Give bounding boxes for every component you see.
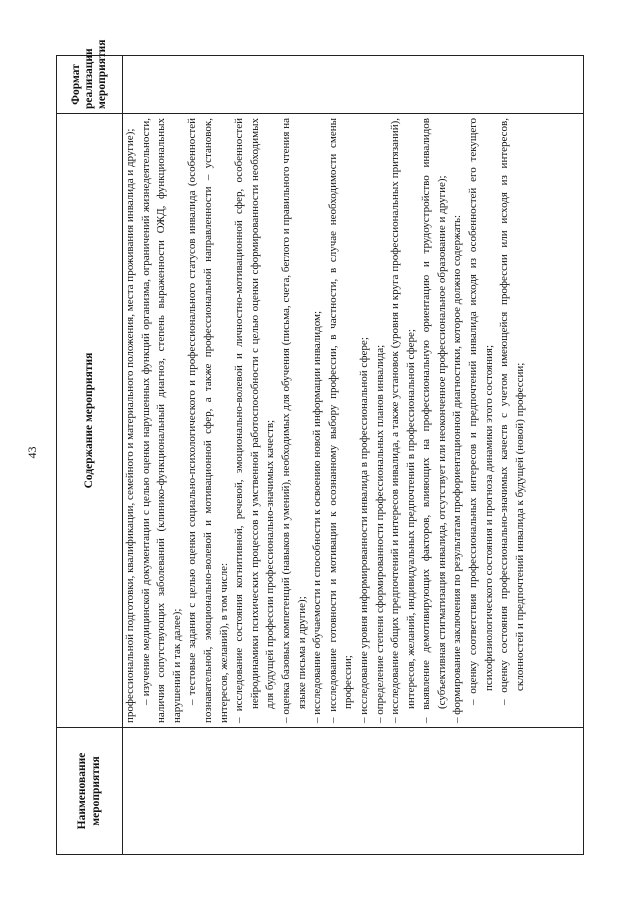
list-item: – оценку соответствия профессиональных интересов и предпочтений инвалида исходя из особенностей его текущего психофизиологического состояния и прогноза динамики этого состояния; xyxy=(467,118,495,705)
format-cell xyxy=(123,56,584,114)
measures-table xyxy=(56,39,584,855)
header-content: Содержание мероприятия xyxy=(57,114,123,728)
list-item: – исследование готовности и мотивации к осознанному выбору профессии, в частности, в случае необходимости смены профессии; xyxy=(326,118,355,723)
content-cell xyxy=(123,114,584,728)
list-item: – оценка базовых компетенций (навыков и умений), необходимых для обучения (письма, счета, беглого и правильного чтения на языке письма и другие); xyxy=(279,118,308,723)
paragraph: профессиональной подготовки, квалификации, семейного и материального положения, места проживания инвалида и другие); xyxy=(124,128,136,723)
list-item: – определение степени сформированности профессиональных планов инвалида; xyxy=(373,344,386,723)
page-number: 43 xyxy=(25,446,39,459)
paragraph: – изучение медицинской документации с целью оценки нарушенных функций организма, ограничений жизнедеятельности, наличия сопутствующих заболеваний (клинико-функциональный диагноз, степень выраженности ОЖД, функциональных нарушений и так далее); xyxy=(139,118,183,723)
list-item: – исследование общих предпочтений и интересов инвалида, а также установок (уровня и круга профессиональных притязаний), интересов, желаний, индивидуальных предпочтений в профессиональной сфере; xyxy=(389,118,417,723)
header-name: Наименование мероприятия xyxy=(57,728,123,855)
list-item: – оценку состояния профессионально-значимых качеств с учетом имеющейся профессии или исходя из интересов, склонностей и предпочтений инвалида к будущей (новой) профессии; xyxy=(498,118,526,705)
table-header-row xyxy=(57,56,123,855)
list-item: – исследование уровня информированности инвалида в профессиональной сфере; xyxy=(357,337,370,723)
list-item: – выявление демотивирующих факторов, влияющих на профессиональную ориентацию и трудоустройство инвалидов (субъективная стигматизация инвалида, отсутствует или неоконченное профессиональное образование и другие); xyxy=(420,118,448,723)
name-cell xyxy=(123,728,584,855)
paragraph: – тестовые задания с целью оценки социально-психологического и профессионального статусов инвалида (особенностей познавательной, эмоционально-волевой и мотивационной сфер, а также профессиональной направленности – установок, интересов, желаний), в том числе: xyxy=(186,118,230,723)
list-item: – формирование заключения по результатам профориентационной диагностики, которое должно содержать: xyxy=(451,214,464,723)
header-format: Формат реализации мероприятия xyxy=(57,56,123,114)
list-item: – исследование обучаемости и способности к освоению новой информации инвалидом; xyxy=(311,310,324,723)
table-row xyxy=(123,56,584,855)
list-item: – исследование состояния когнитивной, речевой, эмоционально-волевой и личностно-мотивационной сфер, особенностей нейродинамики психических процессов и умственной работоспособности с целью оценки сформированности необходимых для будущей профессии профессионально-значимых качеств; xyxy=(233,118,277,723)
